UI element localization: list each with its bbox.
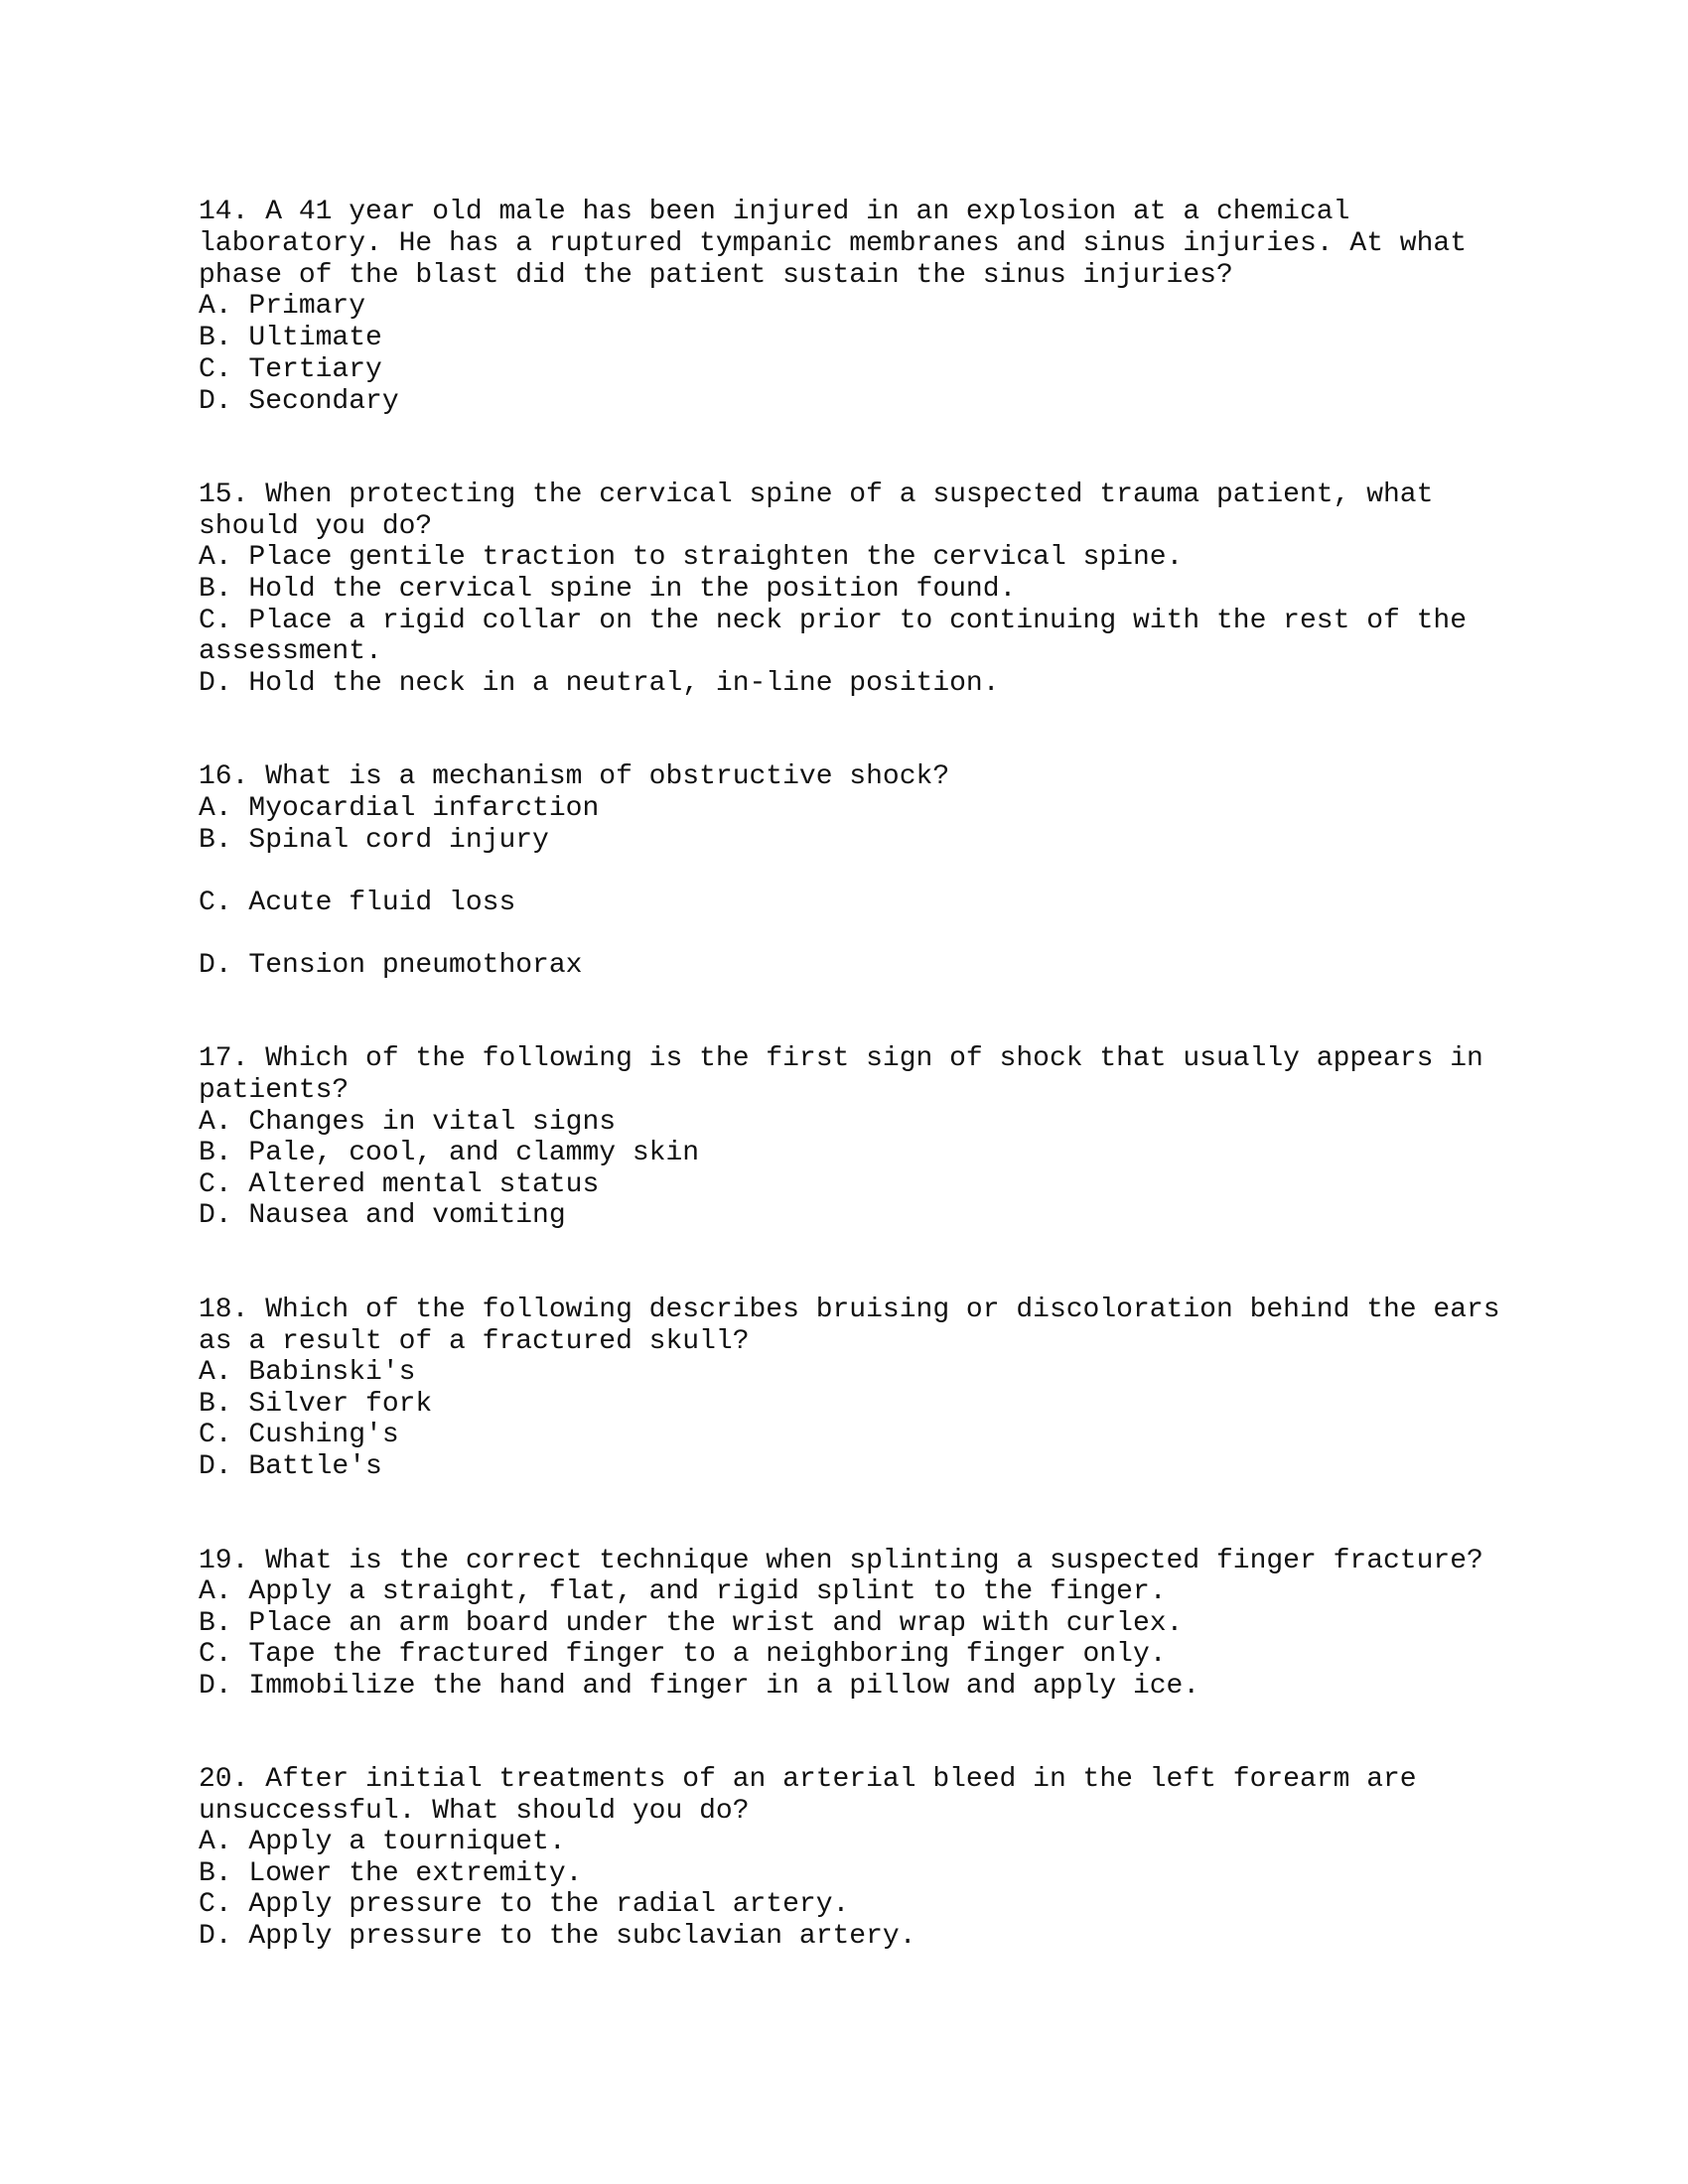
question-stem: phase of the blast did the patient sustain the sinus injuries?	[199, 260, 1233, 291]
question-stem: laboratory. He has a ruptured tympanic membranes and sinus injuries. At what	[199, 228, 1468, 259]
question-stem: 14. A 41 year old male has been injured in an explosion at a chemical	[199, 197, 1350, 227]
answer-option: C. Altered mental status	[199, 1169, 600, 1200]
question-stem: 19. What is the correct technique when splinting a suspected finger fracture?	[199, 1546, 1483, 1576]
answer-option: A. Changes in vital signs	[199, 1107, 617, 1138]
question-stem: as a result of a fractured skull?	[199, 1326, 750, 1357]
answer-option: B. Spinal cord injury	[199, 825, 549, 856]
answer-option: D. Battle's	[199, 1451, 382, 1482]
question-stem: 16. What is a mechanism of obstructive shock?	[199, 761, 950, 792]
answer-option: D. Nausea and vomiting	[199, 1200, 566, 1231]
answer-option: assessment.	[199, 636, 382, 667]
question-stem: unsuccessful. What should you do?	[199, 1796, 750, 1827]
answer-option: A. Apply a tourniquet.	[199, 1827, 566, 1857]
answer-option: D. Immobilize the hand and finger in a pillow and apply ice.	[199, 1671, 1200, 1702]
answer-option: B. Silver fork	[199, 1389, 433, 1420]
answer-option: D. Secondary	[199, 386, 399, 417]
answer-option: A. Place gentile traction to straighten the cervical spine.	[199, 542, 1184, 573]
answer-option: C. Tape the fractured finger to a neighboring finger only.	[199, 1639, 1167, 1670]
question-stem: 17. Which of the following is the first sign of shock that usually appears in	[199, 1043, 1483, 1074]
answer-option: B. Ultimate	[199, 323, 382, 353]
answer-option: B. Pale, cool, and clammy skin	[199, 1138, 700, 1168]
answer-option: B. Hold the cervical spine in the position found.	[199, 574, 1017, 605]
answer-option: C. Apply pressure to the radial artery.	[199, 1889, 850, 1920]
question-stem: should you do?	[199, 511, 433, 542]
answer-option: A. Apply a straight, flat, and rigid splint to the finger.	[199, 1576, 1167, 1607]
answer-option: B. Place an arm board under the wrist and wrap with curlex.	[199, 1608, 1184, 1639]
answer-option: A. Myocardial infarction	[199, 793, 600, 824]
answer-option: C. Place a rigid collar on the neck prior to continuing with the rest of the	[199, 606, 1468, 636]
answer-option: A. Primary	[199, 291, 366, 322]
answer-option: D. Apply pressure to the subclavian artery.	[199, 1921, 916, 1952]
answer-option: C. Cushing's	[199, 1420, 399, 1450]
answer-option: D. Hold the neck in a neutral, in-line position.	[199, 668, 1000, 699]
answer-option: D. Tension pneumothorax	[199, 950, 583, 981]
question-stem: 20. After initial treatments of an arterial bleed in the left forearm are	[199, 1764, 1417, 1795]
question-stem: patients?	[199, 1075, 350, 1106]
question-stem: 15. When protecting the cervical spine of a suspected trauma patient, what	[199, 479, 1434, 510]
answer-option: C. Acute fluid loss	[199, 887, 516, 918]
answer-option: A. Babinski's	[199, 1357, 416, 1388]
answer-option: B. Lower the extremity.	[199, 1858, 583, 1889]
question-stem: 18. Which of the following describes bruising or discoloration behind the ears	[199, 1295, 1500, 1325]
answer-option: C. Tertiary	[199, 354, 382, 385]
